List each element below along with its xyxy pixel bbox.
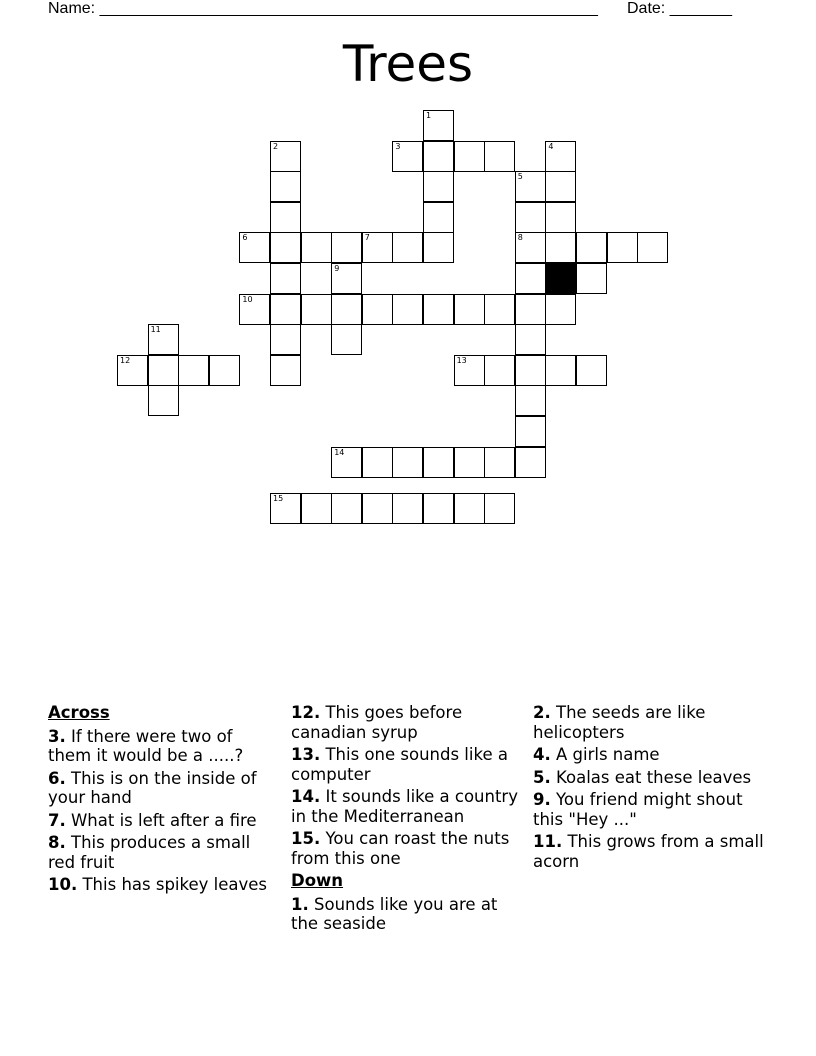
clue-number: 2 <box>273 141 279 151</box>
clue-item-text: The seeds are like helicopters <box>533 703 706 742</box>
crossword-cell[interactable] <box>515 294 546 325</box>
crossword-cell[interactable] <box>454 493 485 524</box>
crossword-cell[interactable] <box>576 263 607 294</box>
crossword-cell[interactable] <box>515 355 546 386</box>
clue-item-text: This one sounds like a computer <box>291 745 508 784</box>
clue-item-text: What is left after a fire <box>65 810 257 830</box>
crossword-cell[interactable] <box>331 294 362 325</box>
clue-item-text: This produces a small red fruit <box>48 833 251 872</box>
crossword-cell[interactable] <box>270 171 301 202</box>
crossword-cell[interactable] <box>484 294 515 325</box>
clue-item-number: 6. <box>48 768 66 788</box>
clue-number: 8 <box>517 233 523 243</box>
crossword-cell[interactable] <box>484 141 515 172</box>
clue-item <box>533 703 773 742</box>
crossword-cell[interactable] <box>454 141 485 172</box>
crossword-cell[interactable] <box>576 232 607 263</box>
clue-item-number: 13. <box>291 745 321 764</box>
down-heading: Down <box>291 871 344 890</box>
crossword-cell[interactable] <box>423 294 454 325</box>
crossword-cell[interactable] <box>301 493 332 524</box>
clue-item <box>48 875 276 895</box>
crossword-cell[interactable] <box>545 171 576 202</box>
clue-item-number: 11. <box>533 832 563 851</box>
crossword-cell[interactable] <box>362 493 393 524</box>
crossword-cell[interactable] <box>515 263 546 294</box>
crossword-cell[interactable] <box>423 171 454 202</box>
crossword-cell[interactable] <box>209 355 240 386</box>
clue-item-text: A girls name <box>550 745 660 764</box>
crossword-cell[interactable] <box>423 110 454 141</box>
clue-item-number: 15. <box>291 829 321 848</box>
clue-item-text: This has spikey leaves <box>77 875 267 894</box>
crossword-cell[interactable] <box>362 447 393 478</box>
clue-number: 7 <box>364 233 370 243</box>
crossword-cell[interactable] <box>637 232 668 263</box>
clue-item-text: You can roast the nuts from this one <box>291 829 510 868</box>
clue-number: 14 <box>334 447 345 457</box>
clue-item <box>291 703 521 742</box>
clue-number: 4 <box>548 141 554 151</box>
clue-number: 9 <box>334 264 340 273</box>
crossword-cell[interactable] <box>239 294 270 325</box>
crossword-cell[interactable] <box>270 294 301 325</box>
crossword-cell[interactable] <box>117 355 148 386</box>
crossword-cell[interactable] <box>515 202 546 233</box>
clue-item-number: 14. <box>291 787 321 806</box>
clues-column-3 <box>533 703 773 874</box>
crossword-cell[interactable] <box>148 385 179 416</box>
crossword-cell[interactable] <box>239 232 270 263</box>
clue-number: 3 <box>395 141 401 151</box>
date-field-label: Date: _______ <box>627 0 732 17</box>
crossword-cell[interactable] <box>423 202 454 233</box>
crossword-cell[interactable] <box>270 493 301 524</box>
crossword-cell[interactable] <box>484 355 515 386</box>
clue-item-number: 12. <box>291 703 321 722</box>
crossword-cell[interactable] <box>484 447 515 478</box>
crossword-cell[interactable] <box>148 324 179 355</box>
clue-item <box>533 768 773 788</box>
clue-item-text: This is on the inside of your hand <box>48 768 257 807</box>
clue-item <box>291 895 521 934</box>
clues-column-1 <box>48 703 276 898</box>
crossword-black-cell <box>545 263 576 294</box>
clue-item-number: 3. <box>48 726 66 746</box>
crossword-cell[interactable] <box>545 141 576 172</box>
crossword-cell[interactable] <box>454 294 485 325</box>
page-title: Trees <box>342 35 474 93</box>
crossword-cell[interactable] <box>270 324 301 355</box>
crossword-cell[interactable] <box>515 385 546 416</box>
clue-item-number: 2. <box>533 703 551 722</box>
clue-item <box>48 833 276 872</box>
clue-item <box>48 769 276 808</box>
clue-item <box>533 745 773 765</box>
clue-number: 10 <box>242 294 253 304</box>
crossword-cell[interactable] <box>545 232 576 263</box>
crossword-cell[interactable] <box>392 447 423 478</box>
clue-item-number: 7. <box>48 810 66 830</box>
crossword-cell[interactable] <box>301 232 332 263</box>
clue-number: 5 <box>517 172 523 182</box>
clue-number: 1 <box>426 111 432 120</box>
clue-item <box>291 745 521 784</box>
clue-item-text: You friend might shout this "Hey ..." <box>533 790 743 829</box>
crossword-cell[interactable] <box>392 232 423 263</box>
name-field-label: Name: ________________________________________________________ <box>48 0 598 17</box>
crossword-cell[interactable] <box>454 355 485 386</box>
crossword-cell[interactable] <box>331 263 362 294</box>
crossword-cell[interactable] <box>270 263 301 294</box>
clues-column-2 <box>291 703 521 937</box>
clue-item-text: Koalas eat these leaves <box>550 767 752 787</box>
clue-item-text: This goes before canadian syrup <box>291 703 463 742</box>
crossword-cell[interactable] <box>148 355 179 386</box>
crossword-cell[interactable] <box>545 202 576 233</box>
clue-item <box>291 829 521 868</box>
clue-number: 11 <box>150 325 161 335</box>
crossword-cell[interactable] <box>331 324 362 355</box>
crossword-cell[interactable] <box>392 493 423 524</box>
crossword-cell[interactable] <box>576 355 607 386</box>
across-heading: Across <box>48 703 110 722</box>
crossword-cell[interactable] <box>270 355 301 386</box>
crossword-cell[interactable] <box>423 493 454 524</box>
clue-number: 6 <box>242 233 248 243</box>
clue-item-number: 8. <box>48 833 66 852</box>
clue-number: 15 <box>273 493 284 503</box>
crossword-cell[interactable] <box>515 416 546 447</box>
crossword-cell[interactable] <box>270 202 301 233</box>
crossword-cell[interactable] <box>331 447 362 478</box>
clue-item <box>48 727 276 766</box>
crossword-cell[interactable] <box>545 355 576 386</box>
clue-item <box>291 787 521 826</box>
crossword-cell[interactable] <box>301 294 332 325</box>
crossword-cell[interactable] <box>515 171 546 202</box>
crossword-cell[interactable] <box>178 355 209 386</box>
crossword-cell[interactable] <box>545 294 576 325</box>
clue-item-text: It sounds like a country in the Mediterranean <box>291 787 518 826</box>
crossword-cell[interactable] <box>515 232 546 263</box>
clue-item-number: 1. <box>291 894 309 914</box>
crossword-cell[interactable] <box>331 493 362 524</box>
clue-item <box>533 832 773 871</box>
clue-item-text: Sounds like you are at the seaside <box>291 894 498 933</box>
crossword-cell[interactable] <box>515 324 546 355</box>
clue-item <box>48 811 276 831</box>
crossword-cell[interactable] <box>362 232 393 263</box>
crossword-cell[interactable] <box>392 294 423 325</box>
crossword-cell[interactable] <box>607 232 638 263</box>
crossword-cell[interactable] <box>515 447 546 478</box>
crossword-cell[interactable] <box>331 232 362 263</box>
crossword-cell[interactable] <box>392 141 423 172</box>
crossword-cell[interactable] <box>454 447 485 478</box>
clue-item-number: 10. <box>48 875 78 894</box>
clue-number: 13 <box>456 355 467 365</box>
clue-item-number: 9. <box>533 790 551 809</box>
crossword-cell[interactable] <box>423 232 454 263</box>
crossword-cell[interactable] <box>362 294 393 325</box>
crossword-cell[interactable] <box>270 232 301 263</box>
clue-item-text: If there were two of them it would be a .....? <box>48 726 244 765</box>
clue-item-text: This grows from a small acorn <box>533 832 764 871</box>
crossword-cell[interactable] <box>270 141 301 172</box>
clue-item <box>533 790 773 829</box>
crossword-cell[interactable] <box>423 141 454 172</box>
clue-number: 12 <box>120 355 131 365</box>
clue-item-number: 5. <box>533 767 551 787</box>
clue-item-number: 4. <box>533 745 551 764</box>
crossword-cell[interactable] <box>484 493 515 524</box>
crossword-cell[interactable] <box>423 447 454 478</box>
